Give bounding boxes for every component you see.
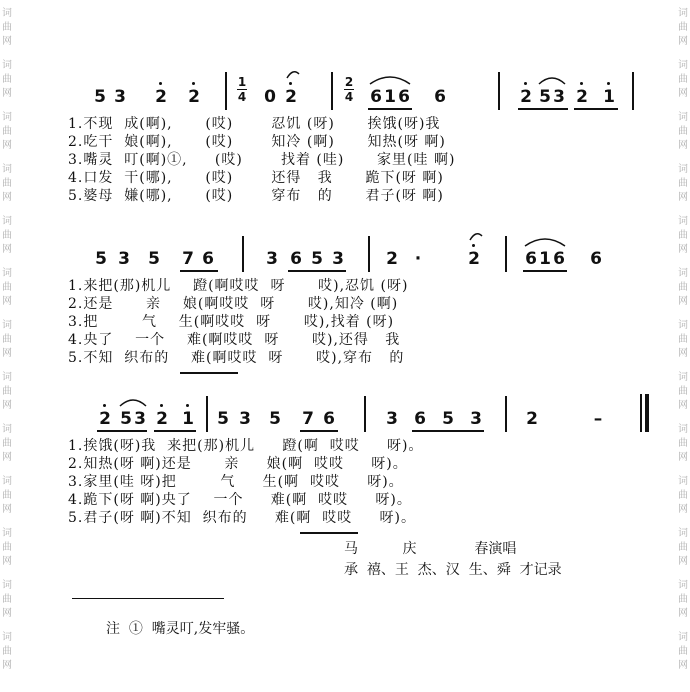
lyric-line: 5.君子(呀 啊)不知 织布的 难(啊 哎哎 呀)。 (68, 510, 416, 526)
bar-line (364, 396, 366, 432)
watermark-glyph: 词 (2, 320, 12, 331)
note: 3 (470, 409, 482, 429)
watermark-glyph: 曲 (2, 334, 12, 345)
note: 1 (539, 249, 551, 269)
watermark-glyph: 网 (2, 192, 12, 203)
lyric-line: 3.把 气 生(啊哎哎 呀 哎),找着 (呀) (68, 314, 395, 330)
beam (368, 108, 412, 110)
beam (523, 270, 567, 272)
watermark-glyph: 词 (2, 372, 12, 383)
watermark-glyph: 词 (2, 424, 12, 435)
watermark-glyph: 网 (678, 296, 688, 307)
watermark-glyph: 网 (678, 192, 688, 203)
bar-line (368, 236, 370, 272)
watermark-glyph: 网 (678, 244, 688, 255)
watermark-glyph: 网 (678, 452, 688, 463)
note: 0 (264, 87, 276, 107)
watermark-glyph: 词 (678, 372, 688, 383)
watermark-glyph: 词 (2, 112, 12, 123)
lyric-line: 3.嘴灵 叮(啊)①, (哎) 找着 (哇) 家里(哇 啊) (68, 152, 456, 168)
note: 2 (526, 409, 538, 429)
watermark-glyph: 词 (2, 528, 12, 539)
watermark-glyph: 网 (2, 608, 12, 619)
note: 3 (118, 249, 130, 269)
beam (412, 430, 484, 432)
bar-line (242, 236, 244, 272)
note: 5 (94, 87, 106, 107)
note: 5 (539, 87, 551, 107)
lyric-line: 1.不现 成(啊), (哎) 忍饥 (呀) 挨饿(呀)我 (68, 116, 441, 132)
note: 3 (114, 87, 126, 107)
watermark-glyph: 曲 (678, 334, 688, 345)
note: 3 (266, 249, 278, 269)
beam (518, 108, 568, 110)
footnote: 注 ① 嘴灵叮,发牢骚。 (106, 621, 255, 637)
note: 2 (468, 249, 480, 269)
beam (288, 270, 346, 272)
slur-mark (537, 72, 567, 86)
watermark-glyph: 网 (678, 88, 688, 99)
lyric-line: 4.跪下(呀 啊)央了 一个 难(啊 哎哎 呀)。 (68, 492, 412, 508)
note: 2 (156, 409, 168, 429)
watermark-glyph: 曲 (678, 74, 688, 85)
beam (300, 430, 338, 432)
watermark-glyph: 曲 (678, 230, 688, 241)
bar-line (225, 72, 227, 110)
note: 1 (603, 87, 615, 107)
bar-line (498, 72, 500, 110)
watermark-glyph: 网 (2, 504, 12, 515)
watermark-glyph: 词 (678, 164, 688, 175)
lyric-line: 5.不知 织布的 难(啊哎哎 呀 哎),穿布 的 (68, 350, 405, 366)
note: 3 (332, 249, 344, 269)
note: 2 (155, 87, 167, 107)
bar-line (206, 396, 208, 432)
lyric-line: 1.来把(那)机儿 蹬(啊哎哎 呀 哎),忍饥 (呀) (68, 278, 409, 294)
note: 6 (434, 87, 446, 107)
note: 2 (285, 87, 297, 107)
time-signature: 2 4 (344, 75, 354, 104)
lyric-line: 4.央了 一个 难(啊哎哎 呀 哎),还得 我 (68, 332, 401, 348)
watermark-glyph: 网 (2, 556, 12, 567)
watermark-glyph: 网 (678, 400, 688, 411)
note: 5 (269, 409, 281, 429)
watermark-glyph: 网 (2, 348, 12, 359)
watermark-glyph: 词 (678, 60, 688, 71)
underline (180, 372, 238, 374)
slur-mark (523, 232, 567, 248)
watermark-glyph: 网 (2, 140, 12, 151)
watermark-glyph: 网 (2, 88, 12, 99)
note: 6 (553, 249, 565, 269)
underline (300, 532, 358, 534)
singer-credit: 马 庆 春演唱 (344, 541, 517, 557)
beam (180, 270, 218, 272)
footnote-rule (72, 598, 224, 599)
watermark-glyph: 网 (678, 140, 688, 151)
note: 6 (290, 249, 302, 269)
watermark-glyph: 曲 (2, 438, 12, 449)
note: 6 (398, 87, 410, 107)
slur-mark (118, 394, 148, 408)
watermark-glyph: 曲 (678, 282, 688, 293)
watermark-glyph: 网 (678, 660, 688, 671)
final-bar-thin (640, 394, 642, 432)
note: 7 (182, 249, 194, 269)
note: 1 (182, 409, 194, 429)
note: 6 (370, 87, 382, 107)
note: 6 (202, 249, 214, 269)
watermark-glyph: 网 (678, 608, 688, 619)
note: 3 (386, 409, 398, 429)
watermark-glyph: 词 (2, 632, 12, 643)
note: 2 (99, 409, 111, 429)
watermark-glyph: 词 (678, 580, 688, 591)
watermark-glyph: 词 (2, 580, 12, 591)
watermark-glyph: 词 (678, 216, 688, 227)
watermark-glyph: 曲 (2, 22, 12, 33)
watermark-glyph: 网 (2, 244, 12, 255)
watermark-glyph: 网 (2, 660, 12, 671)
lyric-line: 4.口发 干(哪), (哎) 还得 我 跪下(呀 啊) (68, 170, 444, 186)
watermark-glyph: 词 (678, 528, 688, 539)
watermark-glyph: 曲 (2, 74, 12, 85)
watermark-glyph: 曲 (678, 178, 688, 189)
watermark-glyph: 曲 (2, 178, 12, 189)
note: 6 (525, 249, 537, 269)
note: 2 (386, 249, 398, 269)
beam (574, 108, 618, 110)
watermark-glyph: 曲 (678, 594, 688, 605)
note: 2 (576, 87, 588, 107)
watermark-glyph: 词 (678, 268, 688, 279)
bar-line (505, 236, 507, 272)
slur-mark (368, 70, 412, 86)
bar-line (505, 396, 507, 432)
watermark-glyph: 曲 (2, 282, 12, 293)
slur-mark (468, 230, 484, 242)
bar-line (632, 72, 634, 110)
note: – (593, 409, 603, 429)
watermark-glyph: 曲 (2, 230, 12, 241)
watermark-glyph: 曲 (2, 594, 12, 605)
watermark-glyph: 网 (678, 556, 688, 567)
watermark-glyph: 网 (2, 296, 12, 307)
watermark-glyph: 曲 (678, 126, 688, 137)
beam (97, 430, 147, 432)
note: 5 (120, 409, 132, 429)
note: 5 (311, 249, 323, 269)
note: · (414, 249, 422, 269)
time-signature: 1 4 (237, 75, 247, 104)
final-bar-thick (645, 394, 649, 432)
note: 3 (553, 87, 565, 107)
watermark-glyph: 网 (2, 400, 12, 411)
note: 5 (95, 249, 107, 269)
watermark-glyph: 曲 (678, 542, 688, 553)
watermark-glyph: 词 (678, 8, 688, 19)
note: 3 (239, 409, 251, 429)
watermark-glyph: 网 (678, 36, 688, 47)
note: 1 (384, 87, 396, 107)
lyric-line: 2.还是 亲 娘(啊哎哎 呀 哎),知冷 (啊) (68, 296, 399, 312)
lyric-line: 5.婆母 嫌(哪), (哎) 穿布 的 君子(呀 啊) (68, 188, 444, 204)
watermark-glyph: 词 (678, 320, 688, 331)
watermark-glyph: 词 (2, 60, 12, 71)
watermark-glyph: 曲 (678, 386, 688, 397)
watermark-glyph: 词 (2, 216, 12, 227)
recorder-credit: 承 禧、王 杰、汉 生、舜 才记录 (344, 562, 562, 578)
note: 6 (414, 409, 426, 429)
watermark-glyph: 词 (2, 476, 12, 487)
note: 5 (148, 249, 160, 269)
note: 5 (217, 409, 229, 429)
note: 2 (520, 87, 532, 107)
note: 5 (442, 409, 454, 429)
watermark-glyph: 曲 (2, 386, 12, 397)
watermark-glyph: 词 (678, 424, 688, 435)
beam (154, 430, 196, 432)
note: 2 (188, 87, 200, 107)
watermark-glyph: 曲 (2, 490, 12, 501)
watermark-glyph: 网 (678, 504, 688, 515)
watermark-glyph: 曲 (2, 126, 12, 137)
lyric-line: 3.家里(哇 呀)把 气 生(啊 哎哎 呀)。 (68, 474, 404, 490)
watermark-glyph: 网 (678, 348, 688, 359)
watermark-glyph: 词 (2, 268, 12, 279)
note: 7 (302, 409, 314, 429)
watermark-glyph: 曲 (678, 490, 688, 501)
watermark-glyph: 曲 (2, 542, 12, 553)
note: 3 (134, 409, 146, 429)
lyric-line: 2.吃干 娘(啊), (哎) 知冷 (啊) 知热(呀 啊) (68, 134, 446, 150)
bar-line (331, 72, 333, 110)
watermark-glyph: 曲 (678, 646, 688, 657)
watermark-glyph: 词 (678, 632, 688, 643)
watermark-glyph: 词 (678, 112, 688, 123)
watermark-glyph: 词 (678, 476, 688, 487)
slur-mark (285, 68, 301, 80)
watermark-glyph: 词 (2, 164, 12, 175)
note: 6 (590, 249, 602, 269)
watermark-glyph: 曲 (678, 22, 688, 33)
watermark-glyph: 词 (2, 8, 12, 19)
note: 6 (323, 409, 335, 429)
watermark-glyph: 曲 (678, 438, 688, 449)
lyric-line: 2.知热(呀 啊)还是 亲 娘(啊 哎哎 呀)。 (68, 456, 408, 472)
watermark-glyph: 网 (2, 452, 12, 463)
watermark-glyph: 网 (2, 36, 12, 47)
lyric-line: 1.挨饿(呀)我 来把(那)机儿 蹬(啊 哎哎 呀)。 (68, 438, 424, 454)
watermark-glyph: 曲 (2, 646, 12, 657)
